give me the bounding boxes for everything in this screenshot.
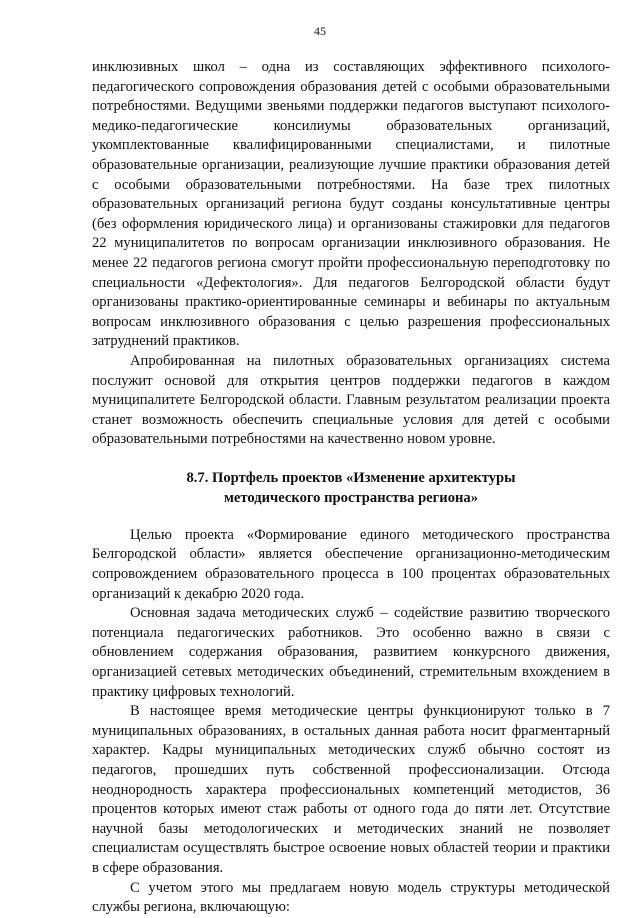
section-heading-line-1: 8.7. Портфель проектов «Изменение архитектуры bbox=[186, 469, 516, 486]
section-heading bbox=[92, 468, 610, 508]
paragraph-new-model: С учетом этого мы предлагаем новую модель структуры методической службы региона, включающую: bbox=[92, 879, 610, 916]
section-heading-line-2: методического пространства региона» bbox=[223, 489, 478, 506]
paragraph-pilot-system: Апробированная на пилотных образовательных организациях система послужит основой для открытия центров поддержки педагогов в каждом муниципалитете Белгородской области. Главным результатом реализации проекта станет возможность обеспечить специальные условия для детей с особыми образовательными потребностями на качественно новом уровне. bbox=[92, 352, 610, 448]
paragraph-inclusive-schools: инклюзивных школ – одна из составляющих эффективного психолого-педагогического сопровождения образования детей с особыми образовательными потребностями. Ведущими звеньями поддержки педагогов выступают психолого-медико-педагогические консилиумы образовательных организаций, укомплектованные квалифицированными специалистами, и пилотные образовательные организации, реализующие лучшие практики образования детей с особыми образовательными потребностями. На базе трех пилотных образовательных организаций региона будут созданы консультативные центры (без оформления юридического лица) и организованы стажировки для педагогов 22 муниципалитетов по вопросам организации инклюзивного образования. Не менее 22 педагогов региона смогут пройти профессиональную переподготовку по специальности «Дефектология». Для педагогов Белгородской области будут организованы практико-ориентированные семинары и вебинары по актуальным вопросам инклюзивного образования с целью разрешения профессиональных затруднений практиков. bbox=[92, 59, 610, 350]
page-number: 45 bbox=[314, 24, 326, 38]
paragraph-current-state: В настоящее время методические центры функционируют только в 7 муниципальных образованиях, в остальных данная работа носит фрагментарный характер. Кадры муниципальных методических служб обычно состоят из педагогов, прошедших путь собственной профессионализации. Отсюда неоднородность характера профессиональных компетенций методистов, 36 процентов которых имеют стаж работы от одного года до пяти лет. Отсутствие научной базы методологических и методических знаний не позволяет специалистам осуществлять быстрое освоение новых областей теории и практики в сфере образования. bbox=[92, 703, 610, 876]
paragraph-main-task: Основная задача методических служб – содействие развитию творческого потенциала педагогических работников. Это особенно важно в связи с обновлением содержания образования, развитием конкурсного движения, организацией сетевых методических объединений, стремительным вхождением в практику цифровых технологий. bbox=[92, 605, 610, 700]
document-body bbox=[92, 58, 610, 918]
paragraph-project-goal: Целью проекта «Формирование единого методического пространства Белгородской области» является обеспечение организационно-методическим сопровождением образовательного процесса в 100 процентах образовательных организаций к декабрю 2020 года. bbox=[92, 526, 610, 602]
